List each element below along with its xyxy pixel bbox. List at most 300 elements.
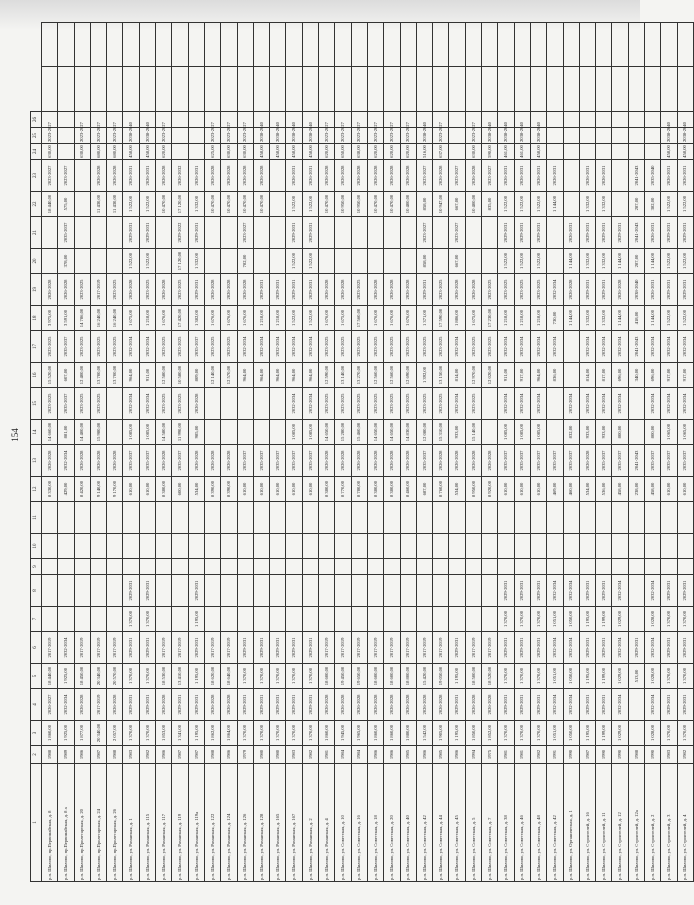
value-cell: 8 390,00 [221,477,237,502]
value-cell: 19 450,00 [335,664,351,689]
value-cell: 1 370,00 [677,664,693,689]
address-cell: р.п. Шилово, ул. Рязанская, д. 4 [319,764,335,882]
value-cell: 458,00 [302,144,318,160]
value-cell [563,331,579,363]
table-row [286,23,302,882]
address-cell: р.п. Шилово, ул. Советская, д. 45 [449,764,465,882]
value-cell: 2032-2034 [547,331,563,363]
value-cell [139,502,155,534]
value-cell [612,144,628,160]
value-cell [270,23,286,68]
value-cell [286,575,302,607]
value-cell [204,575,220,607]
value-cell: 18 600,00 [319,664,335,689]
value-cell [367,575,383,607]
value-cell [90,559,106,575]
value-cell: 1 675,00 [335,306,351,331]
value-cell: 2026-2031 [139,160,155,192]
column-header: 15 [31,388,42,420]
value-cell: 2026-2028 [188,388,204,420]
value-cell: 14 650,00 [319,420,335,445]
value-cell: 13 700,00 [90,363,106,388]
value-cell: 2029-2031 [237,632,253,664]
value-cell: 2029-2031 [677,217,693,249]
year-cell: 1985 [433,746,449,764]
year-cell: 1986 [384,746,400,764]
value-cell: 1 370,00 [237,664,253,689]
value-cell [90,217,106,249]
value-cell [107,249,123,274]
value-cell: 817,00 [596,363,612,388]
value-cell: 2035-2037 [416,445,432,477]
value-cell [237,607,253,632]
value-cell: 2023-2025 [42,331,58,363]
value-cell: 2026-2028 [156,160,172,192]
value-cell: 287,00 [628,192,644,217]
table-row [107,23,123,882]
value-cell: 2029-2031 [270,689,286,721]
value-cell [286,607,302,632]
value-cell [579,534,595,559]
value-cell [172,144,188,160]
value-cell: 460,00 [563,477,579,502]
value-cell: 2029-2031 [498,217,514,249]
value-cell: 1 050,00 [563,664,579,689]
value-cell [530,67,546,112]
value-cell [172,559,188,575]
value-cell: 2023-2025 [74,274,90,306]
year-cell: 1987 [172,746,188,764]
value-cell: 2029-2031 [661,217,677,249]
value-cell: 10 400,00 [400,192,416,217]
value-cell: 2029-2031 [286,689,302,721]
value-cell: 2017-2019 [433,632,449,664]
value-cell: 2029-2031 [579,689,595,721]
value-cell: 2029-2031 [677,575,693,607]
value-cell: 2032-2034 [530,388,546,420]
value-cell: 2032-2034 [563,575,579,607]
value-cell [612,192,628,217]
value-cell: 12 570,00 [221,363,237,388]
value-cell: 458,00 [286,144,302,160]
value-cell [107,559,123,575]
value-cell: 1 370,00 [514,721,530,746]
column-header: 18 [31,306,42,331]
address-cell: р.п. Шилово, ул. Советская, д. 38 [498,764,514,882]
value-cell: 836,00 [547,363,563,388]
value-cell: 2032-2034 [677,331,693,363]
column-header: 5 [31,664,42,689]
year-cell: 1975 [482,746,498,764]
year-cell: 1987 [579,746,595,764]
value-cell [74,160,90,192]
value-cell [253,67,269,112]
value-cell [482,388,498,420]
year-cell: 1982 [677,746,693,764]
value-cell: 1 051,00 [547,607,563,632]
value-cell: 1 085,00 [498,420,514,445]
value-cell: 14 830,00 [400,420,416,445]
value-cell [237,23,253,68]
value-cell: 2 057,00 [107,721,123,746]
value-cell [270,192,286,217]
value-cell: 1 332,00 [579,192,595,217]
value-cell: 2029-2031 [579,217,595,249]
value-cell [628,607,644,632]
value-cell: 1 370,00 [677,721,693,746]
value-cell [302,607,318,632]
value-cell [351,502,367,534]
value-cell: 2029-2031 [302,689,318,721]
value-cell: 575,00 [58,192,74,217]
value-cell [253,607,269,632]
value-cell: 1 065,00 [677,420,693,445]
year-cell: 1987 [188,746,204,764]
table-row [612,23,628,882]
value-cell [433,249,449,274]
value-cell: 18 620,00 [204,664,220,689]
value-cell: 8 390,00 [204,477,220,502]
value-cell: 1 860,00 [319,721,335,746]
value-cell: 1 370,00 [286,664,302,689]
value-cell [465,534,481,559]
value-cell: 15 420,00 [416,664,432,689]
value-cell: 13 410,00 [172,664,188,689]
value-cell [270,249,286,274]
value-cell: 2041-2043 [628,160,644,192]
value-cell: 2017-2019 [384,632,400,664]
value-cell [351,607,367,632]
value-cell: 1 370,00 [286,721,302,746]
value-cell: 2038-2040 [302,128,318,144]
value-cell: 2017-2019 [465,632,481,664]
value-cell: 607,00 [58,363,74,388]
value-cell: 964,00 [237,363,253,388]
value-cell [123,67,139,112]
value-cell: 2026-2028 [465,689,481,721]
table-row [139,23,155,882]
value-cell: 2026-2028 [482,445,498,477]
table-row [204,23,220,882]
value-cell [465,249,481,274]
value-cell: 610,00 [286,477,302,502]
value-cell [253,534,269,559]
address-cell: р.п. Шилово, ул. Строителей, д. 12а [628,764,644,882]
value-cell [319,559,335,575]
value-cell: 809,00 [188,363,204,388]
value-cell: 2017-2019 [90,632,106,664]
value-cell: 8 460,00 [400,477,416,502]
value-cell: 1 925,00 [58,721,74,746]
value-cell [302,67,318,112]
value-cell: 15 280,00 [335,420,351,445]
value-cell: 2029-2031 [449,689,465,721]
value-cell: 2026-2028 [384,274,400,306]
column-header: 20 [31,249,42,274]
value-cell: 8 760,00 [433,477,449,502]
value-cell [530,502,546,534]
address-cell: р.п. Шилово, ул. Рязанская, д. 128 [253,764,269,882]
table-row [351,23,367,882]
value-cell: 2032-2034 [677,388,693,420]
value-cell: 1 522,00 [514,249,530,274]
value-cell: 8 950,00 [465,477,481,502]
value-cell: 1 370,00 [661,664,677,689]
value-cell [596,23,612,68]
value-cell [188,502,204,534]
value-cell: 2029-2031 [579,274,595,306]
value-cell: 2032-2034 [139,331,155,363]
value-cell [482,534,498,559]
value-cell: 1 852,00 [482,721,498,746]
value-cell [90,575,106,607]
address-cell: р.п. Шилово, ул. Рязанская, д. 2 [302,764,318,882]
value-cell: 2026-2031 [579,160,595,192]
value-cell: 11 430,00 [107,192,123,217]
value-cell: 1 860,00 [42,721,58,746]
value-cell [42,217,58,249]
value-cell: 19 050,00 [433,664,449,689]
value-cell: 10 470,00 [204,192,220,217]
value-cell: 2026-2028 [384,689,400,721]
value-cell: 2023-2025 [433,274,449,306]
value-cell [482,217,498,249]
value-cell: 2023-2025 [351,331,367,363]
value-cell: 15 460,00 [351,420,367,445]
table-row [498,23,514,882]
value-cell: 2029-2031 [498,689,514,721]
year-cell: 1979 [237,746,253,764]
value-cell [416,23,432,68]
year-cell: 1994 [465,746,481,764]
value-cell [563,502,579,534]
table-row [42,23,58,882]
value-cell: 1 370,00 [270,664,286,689]
value-cell [42,575,58,607]
value-cell: 2029-2031 [188,575,204,607]
value-cell: 881,00 [58,420,74,445]
value-cell [156,575,172,607]
value-cell: 2029-2031 [449,632,465,664]
value-cell [384,575,400,607]
year-cell: 1986 [156,746,172,764]
value-cell: 2035-2037 [547,445,563,477]
value-cell: 1 050,00 [563,607,579,632]
value-cell [319,23,335,68]
value-cell: 814,00 [449,363,465,388]
value-cell: 2026-2028 [612,274,628,306]
value-cell [449,23,465,68]
value-cell [319,607,335,632]
value-cell: 15 140,00 [465,420,481,445]
value-cell: 2032-2034 [644,388,660,420]
value-cell: 2026-2028 [42,274,58,306]
value-cell: 680,00 [90,144,106,160]
value-cell [351,249,367,274]
value-cell: 2032-2034 [644,331,660,363]
value-cell: 2017-2019 [107,632,123,664]
address-cell: р.п. Шилово, ул. Строителей, д. 12 [612,764,628,882]
value-cell: 610,00 [498,477,514,502]
value-cell: 2026-2028 [156,689,172,721]
value-cell [74,559,90,575]
value-cell [596,112,612,128]
address-cell: р.п. Шилово, ул. Рязанская, д. 167 [286,764,302,882]
value-cell [286,534,302,559]
value-cell [74,249,90,274]
value-cell: 1 195,00 [188,607,204,632]
value-cell: 2026-2028 [400,445,416,477]
value-cell: 1 522,00 [514,192,530,217]
value-cell: 911,00 [498,363,514,388]
address-cell: р.п. Шилово, пр.Первомайская, д. 8 [42,764,58,882]
value-cell: 469,00 [547,477,563,502]
value-cell [172,575,188,607]
value-cell: 1 144,00 [644,249,660,274]
year-cell: 1983 [123,746,139,764]
column-header: 7 [31,607,42,632]
value-cell: 1 522,00 [677,192,693,217]
value-cell [449,502,465,534]
value-cell: 2035-2037 [286,445,302,477]
value-cell: 2035-2037 [237,445,253,477]
value-cell [547,217,563,249]
value-cell: 911,00 [139,363,155,388]
value-cell: 2032-2034 [286,331,302,363]
value-cell [74,217,90,249]
value-cell: 2035-2037 [498,445,514,477]
table-row [367,23,383,882]
value-cell: 2023-2025 [465,388,481,420]
value-cell: 1 195,00 [579,664,595,689]
table-row [188,23,204,882]
value-cell: 2023-2025 [107,331,123,363]
value-cell [172,128,188,144]
value-cell [204,23,220,68]
table-row [449,23,465,882]
value-cell [58,575,74,607]
value-cell: 800,00 [644,420,660,445]
year-cell: 1982 [139,746,155,764]
value-cell [628,67,644,112]
table-row [579,23,595,882]
value-cell: 2029-2031 [530,217,546,249]
value-cell: 2032-2034 [612,689,628,721]
value-cell: 590,00 [482,144,498,160]
column-header: 4 [31,689,42,721]
value-cell: 1 945,00 [335,721,351,746]
value-cell: 1 051,00 [547,664,563,689]
value-cell: 1 195,00 [188,721,204,746]
value-cell [367,534,383,559]
value-cell: 2026-2028 [367,160,383,192]
value-cell [628,559,644,575]
value-cell: 2026-2031 [514,160,530,192]
value-cell: 10 470,00 [156,192,172,217]
value-cell [302,502,318,534]
value-cell [335,217,351,249]
value-cell [172,67,188,112]
value-cell [400,559,416,575]
value-cell: 2023-2025 [433,388,449,420]
value-cell: 1 676,00 [156,306,172,331]
value-cell: 1 218,00 [498,306,514,331]
value-cell [270,420,286,445]
value-cell: 2026-2028 [335,160,351,192]
value-cell: 2035-2037 [58,331,74,363]
value-cell [74,534,90,559]
value-cell [661,23,677,68]
value-cell [286,559,302,575]
value-cell: 1 218,00 [270,306,286,331]
value-cell [384,67,400,112]
value-cell: 2026-2028 [156,274,172,306]
value-cell [612,128,628,144]
value-cell [335,502,351,534]
value-cell: 1 085,00 [302,420,318,445]
table-row [596,23,612,882]
table-row [90,23,106,882]
address-cell: р.п. Шилово, ул. Рязанская, д. 115 [139,764,155,882]
value-cell [188,128,204,144]
value-cell [107,23,123,68]
value-cell: 12 080,00 [416,420,432,445]
value-cell: 2032-2034 [530,331,546,363]
value-cell [400,502,416,534]
value-cell: 1 522,00 [677,249,693,274]
value-cell [628,23,644,68]
value-cell: 2026-2028 [433,689,449,721]
value-cell: 2026-2028 [123,274,139,306]
value-cell: 2026-2028 [204,445,220,477]
value-cell: 9 140,00 [90,477,106,502]
value-cell: 2029-2031 [661,274,677,306]
value-cell [628,420,644,445]
value-cell: 2032-2034 [302,331,318,363]
value-cell: 2023-2027 [449,217,465,249]
value-cell: 2026-2028 [319,160,335,192]
value-cell: 2026-2028 [156,445,172,477]
value-cell: 458,00 [612,477,628,502]
value-cell: 1 199,00 [596,607,612,632]
address-cell: р.п. Шилово, ул. Советская, д. 48 [530,764,546,882]
address-cell: р.п. Шилово, ул. Рязанская, д. 1 [123,764,139,882]
value-cell: 1 522,00 [286,249,302,274]
column-header: 11 [31,502,42,534]
value-cell: 13 150,00 [433,363,449,388]
value-cell: 10 470,00 [221,192,237,217]
value-cell: 2023-2025 [221,331,237,363]
value-cell: 19 650,00 [351,664,367,689]
value-cell: 687,00 [416,477,432,502]
value-cell [204,607,220,632]
value-cell: 2023-2027 [74,128,90,144]
value-cell [253,388,269,420]
value-cell: 800,00 [612,420,628,445]
value-cell: 17 120,00 [172,192,188,217]
value-cell: 2023-2025 [498,274,514,306]
value-cell [351,559,367,575]
value-cell: 2023-2025 [465,331,481,363]
value-cell [42,67,58,112]
value-cell: 1 370,00 [123,721,139,746]
value-cell: 2026-2028 [367,274,383,306]
value-cell: 2023-2025 [156,331,172,363]
column-header: 19 [31,274,42,306]
value-cell: 600,00 [172,477,188,502]
value-cell: 3 975,00 [42,306,58,331]
year-cell: 1982 [530,746,546,764]
